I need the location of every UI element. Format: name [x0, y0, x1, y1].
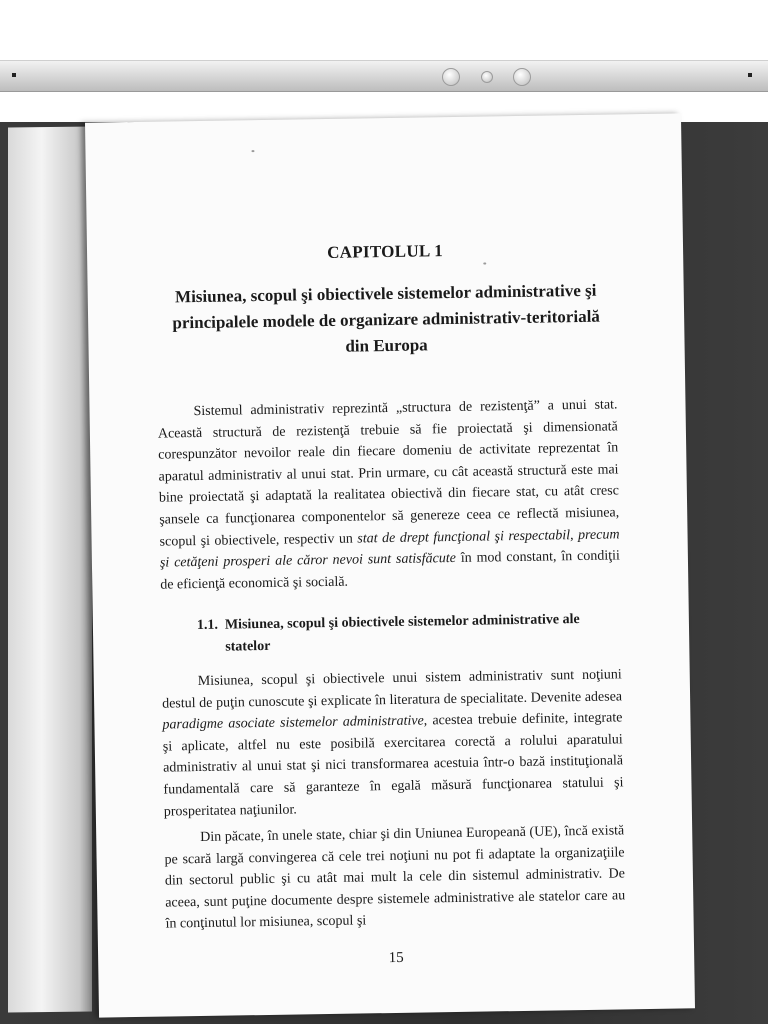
body-text-2: , acestea trebuie definite, integrate şi aplicate, altfel nu este posibilă exercitarea corectă a rolului aparatului administrativ al unui stat şi nici transformarea acestuia într-o bază instituţională fundamentală care să garanteze în egală măsură funcţionarea statului şi prosperitatea naţiunilor.	[162, 710, 624, 820]
section-title-line: Misiunea, scopul şi obiectivele sistemelor administrative ale	[224, 612, 580, 633]
body-paragraph: Din păcate, în unele state, chiar şi din Uniunea Europeană (UE), încă există pe scară largă convingerea că cele trei noţiuni nu pot fi adaptate la organizaţiile din sectorul public şi cu atât mai mult la cele din sistemul administrativ. De aceea, sunt puţine documente despre sistemele administrative ale statelor care au în conţinutul lor misiunea, scopul şi	[164, 823, 626, 932]
section-heading	[197, 608, 628, 659]
scanner-bar	[0, 60, 768, 92]
intro-text-1: Sistemul administrativ reprezintă „structura de rezistenţă” a unui stat. Această structură de rezistenţă trebuie să fie proiectată şi dimensionată corespunzător nevoilor reale din fiecare domeniu de activitate reprezentat în aparatul administrativ al unui stat. Prin urmare, cu cât această structură este mai bine proiectată şi adaptată la realitatea obiectivă din fiecare stat, cu atât cresc şansele ca funcţionarea componentelor să genereze ceea ce reflectă misiunea, scopul şi obiectivele, respectiv un	[157, 397, 620, 550]
scanner-left-dot	[12, 73, 16, 77]
chapter-title-line: principalele modele de organizare administrativ-teritorială	[172, 306, 600, 333]
scanner-right-dot	[748, 73, 752, 77]
chapter-title-line: Misiunea, scopul şi obiectivele sistemelor administrative şi	[174, 280, 597, 307]
body-paragraph	[162, 664, 624, 822]
chapter-title-line: din Europa	[345, 335, 428, 356]
body-emphasis: paradigme asociate sistemelor administrative	[162, 713, 424, 733]
scan-speck	[251, 150, 254, 152]
book-page	[85, 113, 695, 1017]
scanner-knob-middle	[481, 71, 493, 83]
scan-speck	[483, 262, 486, 264]
section-title-line: statelor	[225, 638, 271, 655]
facing-page-edge	[8, 127, 92, 1013]
chapter-label: CAPITOLUL 1	[326, 241, 444, 262]
body-text-1: Misiunea, scopul şi obiectivele unui sistem administrativ sunt noţiuni destul de puţin cunoscute şi explicate în literatura de specialitate. Devenite adesea	[162, 667, 623, 712]
intro-text-2: în mod constant, în condiţii de eficienţă economică şi socială.	[160, 548, 620, 593]
section-number: 1.1.	[196, 617, 219, 634]
intro-emphasis: stat de drept funcţional şi respectabil, precum şi cetăţeni prosperi ale căror nevoi sunt satisfăcute	[159, 526, 620, 571]
scanner-knob-left	[442, 68, 460, 86]
page-content	[153, 114, 626, 967]
intro-paragraph	[157, 394, 620, 596]
scanner-knob-right	[513, 68, 531, 86]
page-number: 15	[388, 949, 404, 967]
chapter-title	[148, 277, 625, 362]
